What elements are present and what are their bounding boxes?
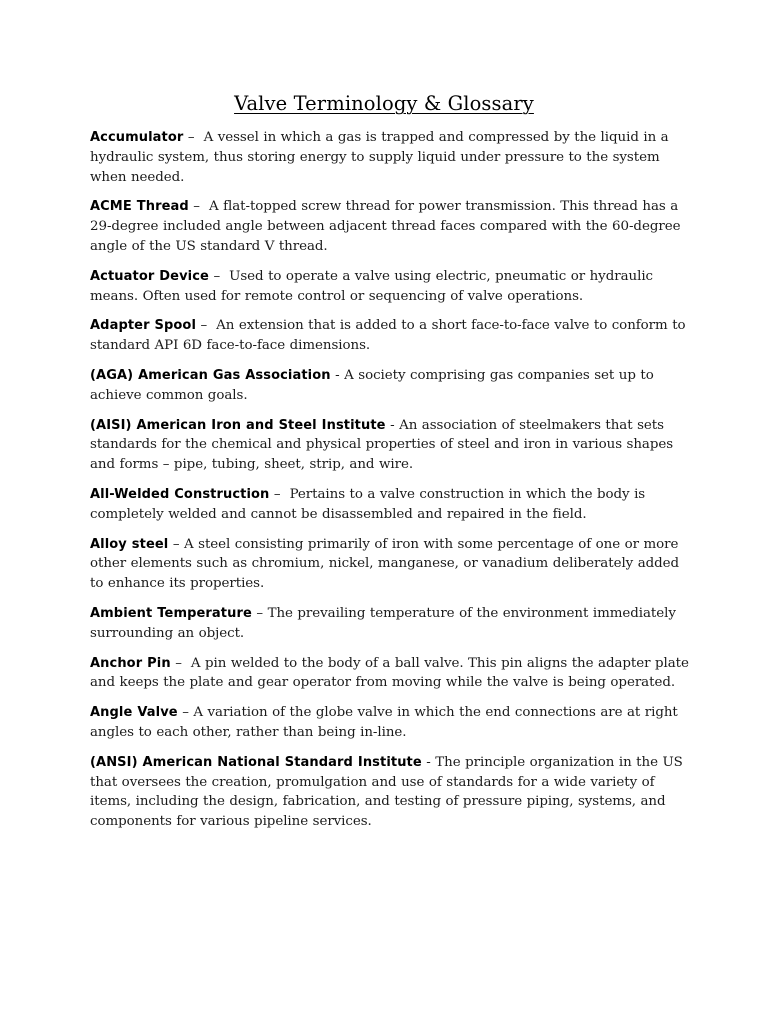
glossary-definition: A society comprising gas companies set up to achieve common goals.: [90, 367, 654, 403]
glossary-entry: [90, 654, 690, 694]
glossary-definition: A variation of the globe valve in which the end connections are at right angles to each other, rather than being in-line.: [90, 705, 678, 740]
glossary-entry: [90, 753, 690, 832]
glossary-definition: An extension that is added to a short face-to-face valve to conform to standard API 6D face-to-face dimensions.: [90, 318, 686, 354]
glossary-entry: [90, 197, 690, 256]
glossary-definition: A flat-topped screw thread for power transmission. This thread has a 29-degree included angle between adjacent thread faces compared with the 60-degree angle of the US standard V thread.: [90, 199, 681, 254]
glossary-term: (ANSI) American National Standard Institute: [90, 754, 422, 770]
glossary-definition: A pin welded to the body of a ball valve. This pin aligns the adapter plate and keeps the plate and gear operator from moving while the valve is being operated.: [90, 655, 689, 691]
glossary-entry: [90, 416, 690, 475]
glossary-definition: The principle organization in the US that oversees the creation, promulgation and use of standards for a wide variety of items, including the design, fabrication, and testing of pressure piping, systems, and components for various pipeline services.: [90, 754, 683, 830]
glossary-definition: Pertains to a valve construction in which the body is completely welded and cannot be disassembled and repaired in the field.: [90, 486, 646, 522]
term-separator: –: [170, 655, 191, 671]
glossary-entry: [90, 485, 690, 525]
glossary-term: (AGA) American Gas Association: [90, 367, 331, 383]
glossary-definition: A steel consisting primarily of iron with some percentage of one or more other elements such as chromium, nickel, manganese, or vanadium deliberately added to enhance its properties.: [90, 536, 680, 592]
glossary-entry: [90, 703, 690, 743]
term-separator: -: [330, 367, 345, 383]
glossary-entry: [90, 535, 690, 594]
glossary-entry: [90, 128, 690, 187]
term-separator: –: [188, 199, 209, 215]
glossary-term: All-Welded Construction: [90, 486, 270, 502]
term-separator: –: [177, 705, 194, 721]
glossary-term: Anchor Pin: [90, 655, 171, 671]
term-separator: –: [183, 130, 204, 145]
glossary-term: Adapter Spool: [90, 318, 196, 334]
term-separator: –: [208, 268, 230, 284]
glossary-term: ACME Thread: [90, 199, 189, 215]
glossary-term: Angle Valve: [90, 705, 178, 721]
glossary-definition: A vessel in which a gas is trapped and compressed by the liquid in a hydraulic system, thus storing energy to supply liquid under pressure to the system when needed.: [90, 130, 669, 185]
glossary-entry: [90, 267, 690, 307]
term-separator: –: [251, 605, 268, 621]
term-separator: –: [269, 486, 290, 502]
glossary-definition: The prevailing temperature of the environment immediately surrounding an object.: [90, 605, 676, 641]
page-title: Valve Terminology & Glossary: [234, 92, 534, 115]
term-separator: -: [385, 417, 400, 433]
glossary-entry: [90, 366, 690, 406]
glossary-term: Alloy steel: [90, 536, 169, 552]
glossary-definition: An association of steelmakers that sets standards for the chemical and physical properties of steel and iron in various shapes and forms – pipe, tubing, sheet, strip, and wire.: [90, 417, 674, 473]
glossary-term: Accumulator: [90, 130, 184, 145]
glossary-term: (AISI) American Iron and Steel Institute: [90, 417, 386, 433]
term-separator: –: [196, 318, 217, 334]
glossary-entry: [90, 316, 690, 356]
glossary-entry: [90, 604, 690, 644]
glossary-definition: Used to operate a valve using electric, pneumatic or hydraulic means. Often used for remote control or sequencing of valve operations.: [90, 268, 653, 304]
glossary-list: [90, 128, 690, 842]
glossary-term: Actuator Device: [90, 268, 209, 284]
term-separator: –: [168, 536, 185, 552]
glossary-term: Ambient Temperature: [90, 605, 252, 621]
term-separator: -: [421, 754, 436, 770]
